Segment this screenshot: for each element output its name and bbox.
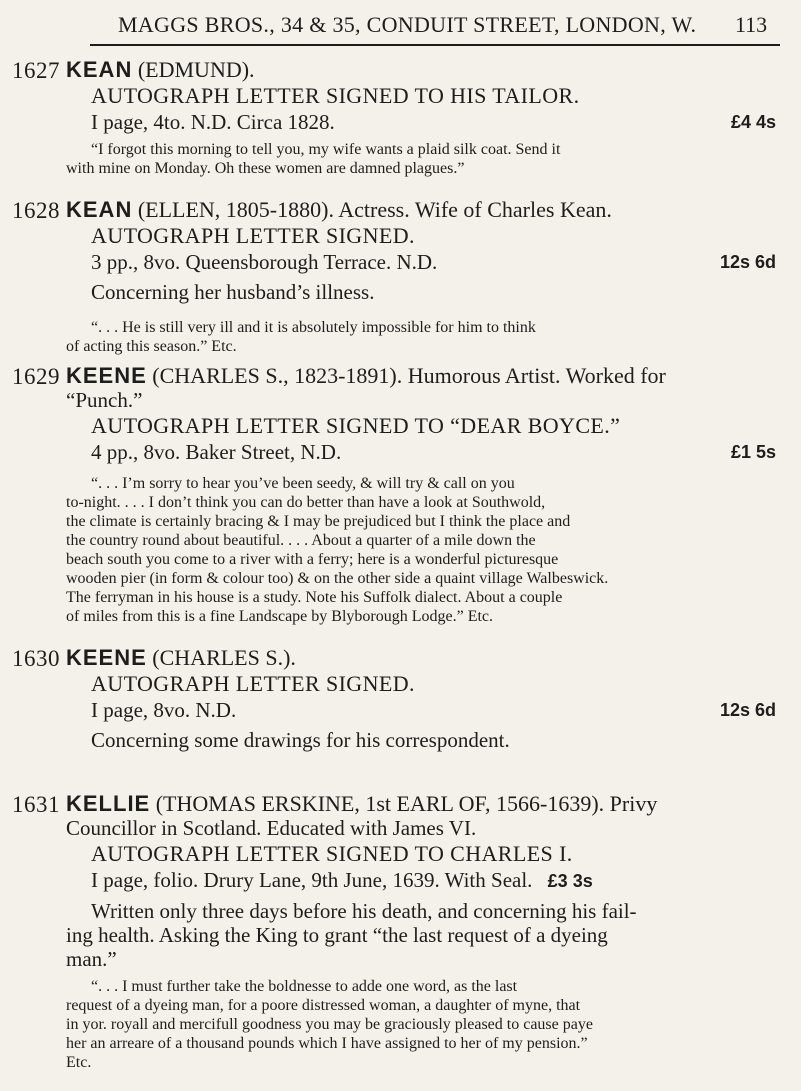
quote-line: beach south you come to a river with a ferry; here is a wonderful picturesque (66, 551, 559, 568)
entry-price: £1 5s (730, 442, 776, 462)
entry-desc-text: I page, folio. Drury Lane, 9th June, 1639. With Seal. (91, 868, 533, 892)
lot-number: 1631 (12, 792, 60, 817)
entry-desc-text: 3 pp., 8vo. Queensborough Terrace. N.D. (91, 250, 438, 274)
entry-body (66, 364, 784, 626)
entry-body (66, 198, 784, 356)
header-rule (90, 44, 780, 46)
running-title: MAGGS BROS., 34 & 35, CONDUIT STREET, LONDON, W. (118, 12, 697, 37)
lot-number: 1627 (12, 58, 60, 83)
quote-line: of acting this season.” Etc. (66, 338, 237, 355)
entry-description (66, 250, 784, 274)
entry-title: AUTOGRAPH LETTER SIGNED TO CHARLES I. (91, 841, 573, 866)
quote-line: The ferryman in his house is a study. Note his Suffolk dialect. About a couple (66, 589, 563, 606)
quote-line: request of a dyeing man, for a poore distressed woman, a daughter of myne, that (66, 997, 581, 1014)
entry-body (66, 58, 784, 178)
entry-note: Concerning some drawings for his correspondent. (91, 728, 510, 752)
entry-description (66, 868, 784, 893)
entry-name: KEENE (66, 363, 147, 388)
entry-note: ing health. Asking the King to grant “the last request of a dyeing (66, 923, 608, 947)
entry-quote (66, 977, 784, 1072)
entry-note: man.” (66, 947, 117, 971)
entry-title: AUTOGRAPH LETTER SIGNED TO HIS TAILOR. (91, 83, 580, 108)
entry-price: 12s 6d (719, 252, 776, 272)
quote-line: Etc. (66, 1054, 92, 1071)
quote-line: “I forgot this morning to tell you, my wife wants a plaid silk coat. Send it (91, 141, 561, 158)
entry-title: AUTOGRAPH LETTER SIGNED. (91, 223, 415, 248)
entry-name-detail: (EDMUND). (137, 57, 255, 82)
entry-heading (66, 792, 784, 816)
entry-name-detail: (CHARLES S., 1823-1891). Humorous Artist. Worked for (152, 363, 666, 388)
entry-desc-text: I page, 4to. N.D. Circa 1828. (91, 110, 335, 134)
entry-heading (66, 198, 784, 222)
entry-description (66, 698, 784, 722)
entry-body (66, 646, 784, 752)
quote-line: her an arreare of a thousand pounds which I have assigned to her of my pension.” (66, 1035, 588, 1052)
quote-line: in yor. royall and mercifull goodness you may be graciously pleased to cause paye (66, 1016, 593, 1033)
page-header (0, 0, 801, 48)
entry-name-detail: (ELLEN, 1805-1880). Actress. Wife of Charles Kean. (137, 197, 612, 222)
entry-heading-continued: Councillor in Scotland. Educated with James VI. (66, 816, 477, 840)
entry-note: Concerning her husband’s illness. (91, 280, 375, 304)
entry-quote (66, 318, 784, 356)
entry-price: £4 4s (730, 112, 776, 132)
entry-quote (66, 140, 784, 178)
quote-line: the climate is certainly bracing & I may be prejudiced but I think the place and (66, 513, 571, 530)
entry-heading-continued: “Punch.” (66, 388, 143, 412)
entry-title: AUTOGRAPH LETTER SIGNED TO “DEAR BOYCE.” (91, 413, 621, 438)
lot-number: 1628 (12, 198, 60, 223)
quote-line: with mine on Monday. Oh these women are damned plagues.” (66, 160, 465, 177)
entry-name: KELLIE (66, 791, 151, 816)
quote-line: “. . . He is still very ill and it is absolutely impossible for him to think (91, 319, 536, 336)
entry-name: KEAN (66, 57, 133, 82)
entry-desc-text: 4 pp., 8vo. Baker Street, N.D. (91, 440, 342, 464)
entry-body (66, 792, 784, 1072)
entry-price: 12s 6d (719, 700, 776, 720)
entry-desc-text: I page, 8vo. N.D. (91, 698, 237, 722)
entry-name: KEAN (66, 197, 133, 222)
entry-name-detail: (THOMAS ERSKINE, 1st EARL OF, 1566-1639). Privy (155, 791, 658, 816)
quote-line: to-night. . . . I don’t think you can do better than have a look at Southwold, (66, 494, 546, 511)
entry-price: £3 3s (547, 871, 593, 891)
quote-line: “. . . I must further take the boldnesse to adde one word, as the last (91, 978, 518, 995)
entry-heading (66, 646, 784, 670)
quote-line: the country round about beautiful. . . . About a quarter of a mile down the (66, 532, 536, 549)
entry-title: AUTOGRAPH LETTER SIGNED. (91, 671, 415, 696)
entry-heading (66, 58, 784, 82)
entry-heading (66, 364, 784, 388)
entry-description (66, 440, 784, 464)
quote-line: of miles from this is a fine Landscape by Blyborough Lodge.” Etc. (66, 608, 494, 625)
entry-description (66, 110, 784, 134)
quote-line: wooden pier (in form & colour too) & on the other side a quaint village Walbeswick. (66, 570, 609, 587)
page-number: 113 (735, 12, 768, 37)
entry-note: Written only three days before his death, and concerning his fail- (91, 899, 637, 923)
quote-line: “. . . I’m sorry to hear you’ve been seedy, & will try & call on you (91, 475, 515, 492)
lot-number: 1629 (12, 364, 60, 389)
lot-number: 1630 (12, 646, 60, 671)
entry-name-detail: (CHARLES S.). (152, 645, 296, 670)
entry-name: KEENE (66, 645, 147, 670)
entry-quote (66, 474, 784, 626)
